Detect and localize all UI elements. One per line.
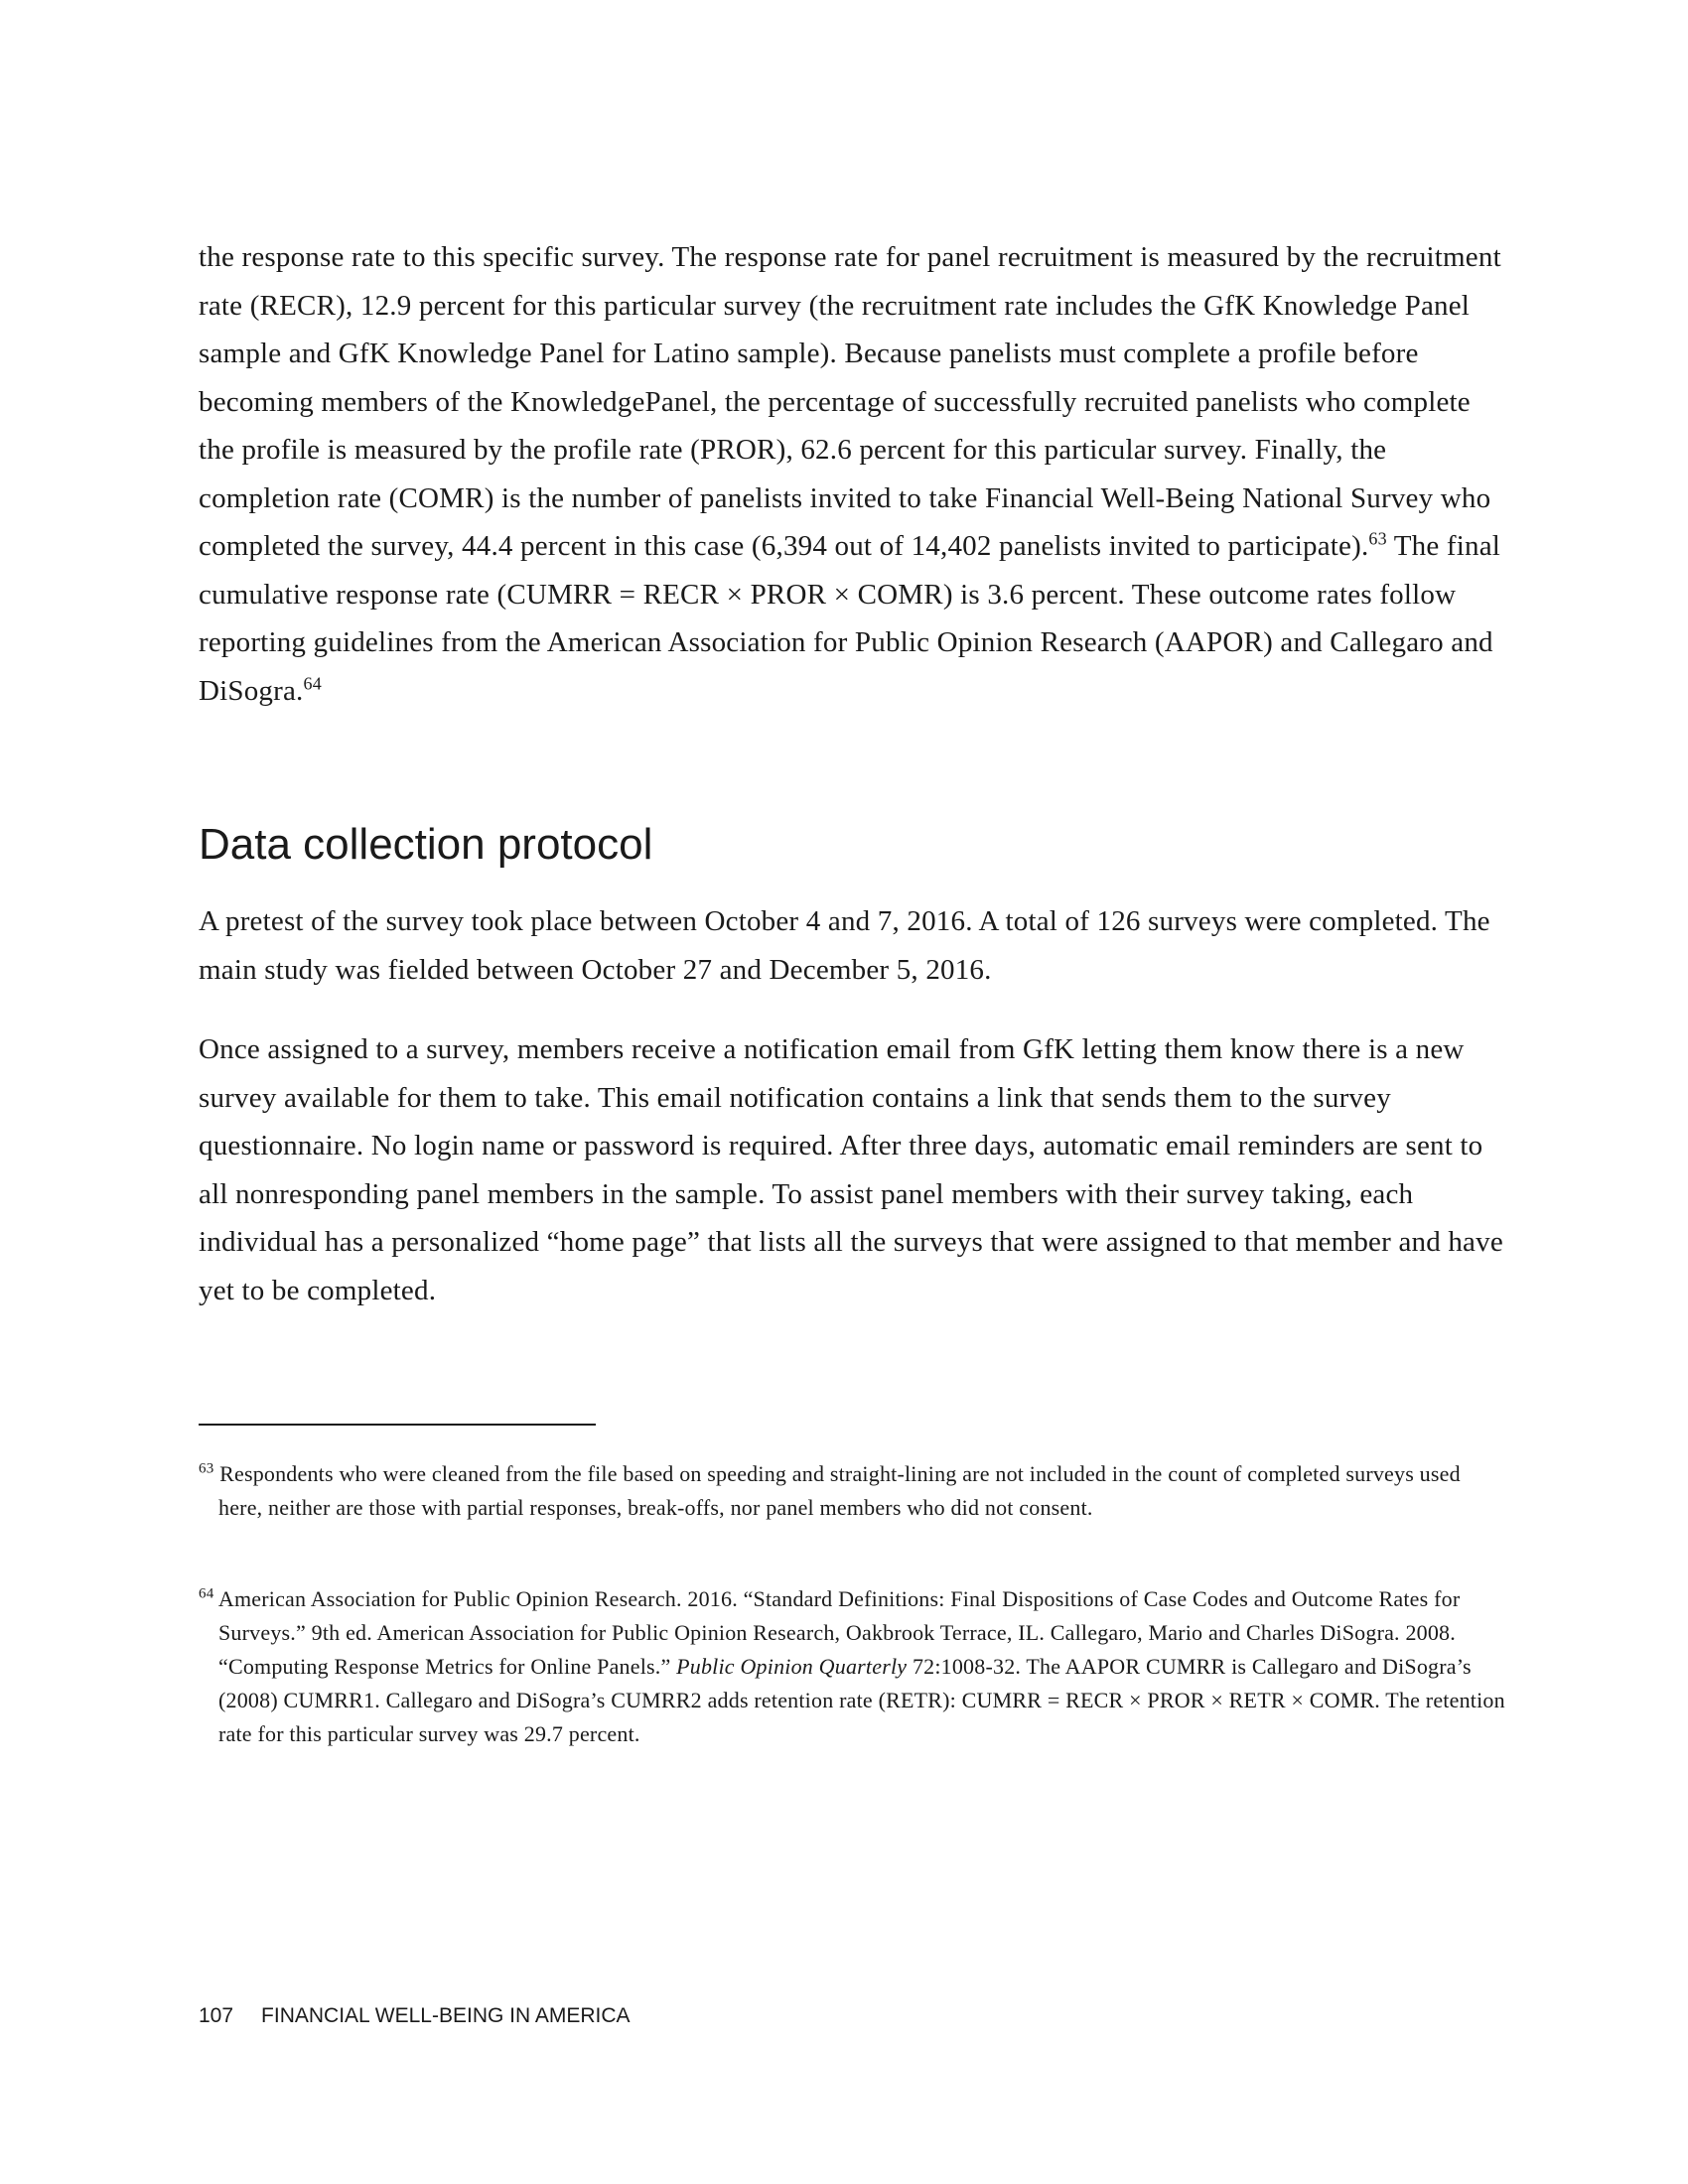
notification-paragraph: Once assigned to a survey, members receive a notification email from GfK letting them know there is a new survey available for them to take. This email notification contains a link that sends them to the survey questionnaire. No login name or password is required. After three days, automatic email reminders are sent to all nonresponding panel members in the sample. To assist panel members with their survey taking, each individual has a personalized “home page” that lists all the surveys that were assigned to that member and have yet to be completed. xyxy=(199,1033,1503,1306)
footnote-63 xyxy=(199,1457,1509,1525)
footnote-64-journal: Public Opinion Quarterly xyxy=(676,1654,908,1679)
response-rate-paragraph xyxy=(199,233,1509,715)
page-footer xyxy=(199,2002,631,2030)
footnote-63-number: 63 xyxy=(199,1460,214,1477)
footnote-ref-63[interactable]: 63 xyxy=(1368,528,1387,549)
page-number: 107 xyxy=(199,2004,234,2027)
footnote-63-text: Respondents who were cleaned from the file based on speeding and straight-lining are not included in the count of completed surveys used here, neither are those with partial responses, break-offs, nor panel members who did not consent. xyxy=(213,1461,1461,1520)
footnote-64 xyxy=(199,1582,1509,1751)
response-rate-text: the response rate to this specific survey. The response rate for panel recruitment is measured by the recruitment rate (RECR), 12.9 percent for this particular survey (the recruitment rate includes the GfK Knowledge Panel sample and GfK Knowledge Panel for Latino sample). Because panelists must complete a profile before becoming members of the KnowledgePanel, the percentage of successfully recruited panelists who complete the profile is measured by the profile rate (PROR), 62.6 percent for this particular survey. Finally, the completion rate (COMR) is the number of panelists invited to take Financial Well-Being National Survey who completed the survey, 44.4 percent in this case (6,394 out of 14,402 panelists invited to participate). xyxy=(199,241,1501,562)
footnote-divider xyxy=(199,1424,596,1426)
footer-title: FINANCIAL WELL-BEING IN AMERICA xyxy=(261,2004,631,2027)
footnote-ref-64[interactable]: 64 xyxy=(303,672,322,693)
footnote-64-text: American Association for Public Opinion Research. 2016. “Standard Definitions: Final Dispositions of Case Codes and Outcome Rates for Surveys.” 9th ed. American Association for Public Opinion Research, Oakbrook Terrace, IL. Callegaro, Mario and Charles DiSogra. 2008. “Computing Response Metrics for Online Panels.” xyxy=(213,1586,1461,1679)
response-rate-text-cont: The final cumulative response rate (CUMRR = RECR × PROR × COMR) is 3.6 percent. These outcome rates follow reporting guidelines from the American Association for Public Opinion Research (AAPOR) and Callegaro and DiSogra. xyxy=(199,530,1501,707)
pretest-paragraph: A pretest of the survey took place between October 4 and 7, 2016. A total of 126 surveys were completed. The main study was fielded between October 27 and December 5, 2016. xyxy=(199,905,1490,986)
footnote-64-number: 64 xyxy=(199,1585,214,1602)
footnote-64-text-cont: 72:1008-32. The AAPOR CUMRR is Callegaro and DiSogra’s (2008) CUMRR1. Callegaro and DiSogra’s CUMRR2 adds retention rate (RETR): CUMRR = RECR × PROR × RETR × COMR. The retention rate for this particular survey was 29.7 percent. xyxy=(218,1654,1505,1746)
section-heading: Data collection protocol xyxy=(199,820,653,869)
